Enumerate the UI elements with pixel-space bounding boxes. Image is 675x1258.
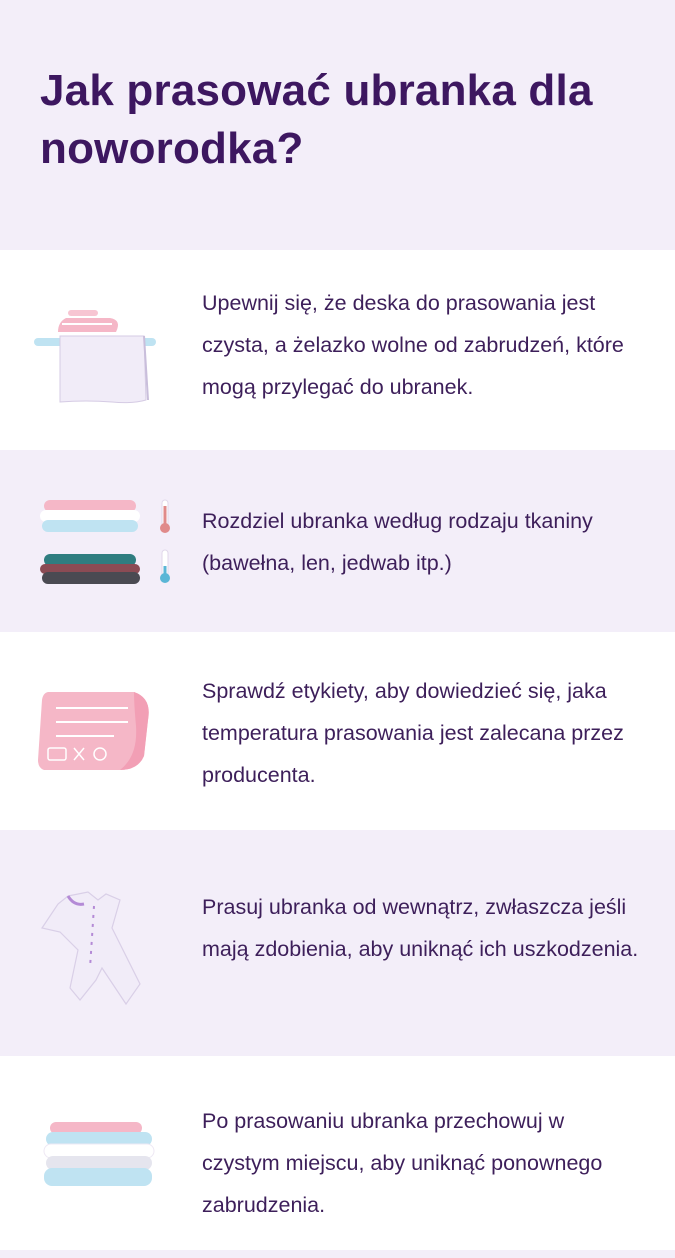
step-4-text: Prasuj ubranka od wewnątrz, zwłaszcza jeśli mają zdobienia, aby uniknąć ich uszkodzenia.	[202, 895, 639, 961]
step-3-text: Sprawdź etykiety, aby dowiedzieć się, jaka temperatura prasowania jest zalecana przez producenta.	[202, 679, 624, 787]
step-5	[0, 1056, 675, 1250]
step-4	[0, 830, 675, 1056]
iron-on-board-icon	[32, 304, 160, 414]
step-2-text: Rozdziel ubranka według rodzaju tkaniny (bawełna, len, jedwab itp.)	[202, 509, 593, 575]
step-3	[0, 632, 675, 830]
care-label-icon	[34, 686, 156, 782]
page-title: Jak prasować ubranka dla noworodka?	[40, 66, 593, 173]
bottom-divider	[0, 1250, 675, 1258]
sorted-clothes-thermometer-icon	[38, 496, 180, 592]
header	[0, 0, 675, 250]
step-2	[0, 450, 675, 632]
step-1-text: Upewnij się, że deska do prasowania jest czysta, a żelazko wolne od zabrudzeń, które mogą przylegać do ubranek.	[202, 291, 624, 399]
folded-clothes-stack-icon	[42, 1120, 158, 1200]
step-5-text: Po prasowaniu ubranka przechowuj w czystym miejscu, aby uniknąć ponownego zabrudzenia.	[202, 1109, 603, 1217]
baby-romper-icon	[40, 888, 150, 1008]
step-1	[0, 250, 675, 450]
